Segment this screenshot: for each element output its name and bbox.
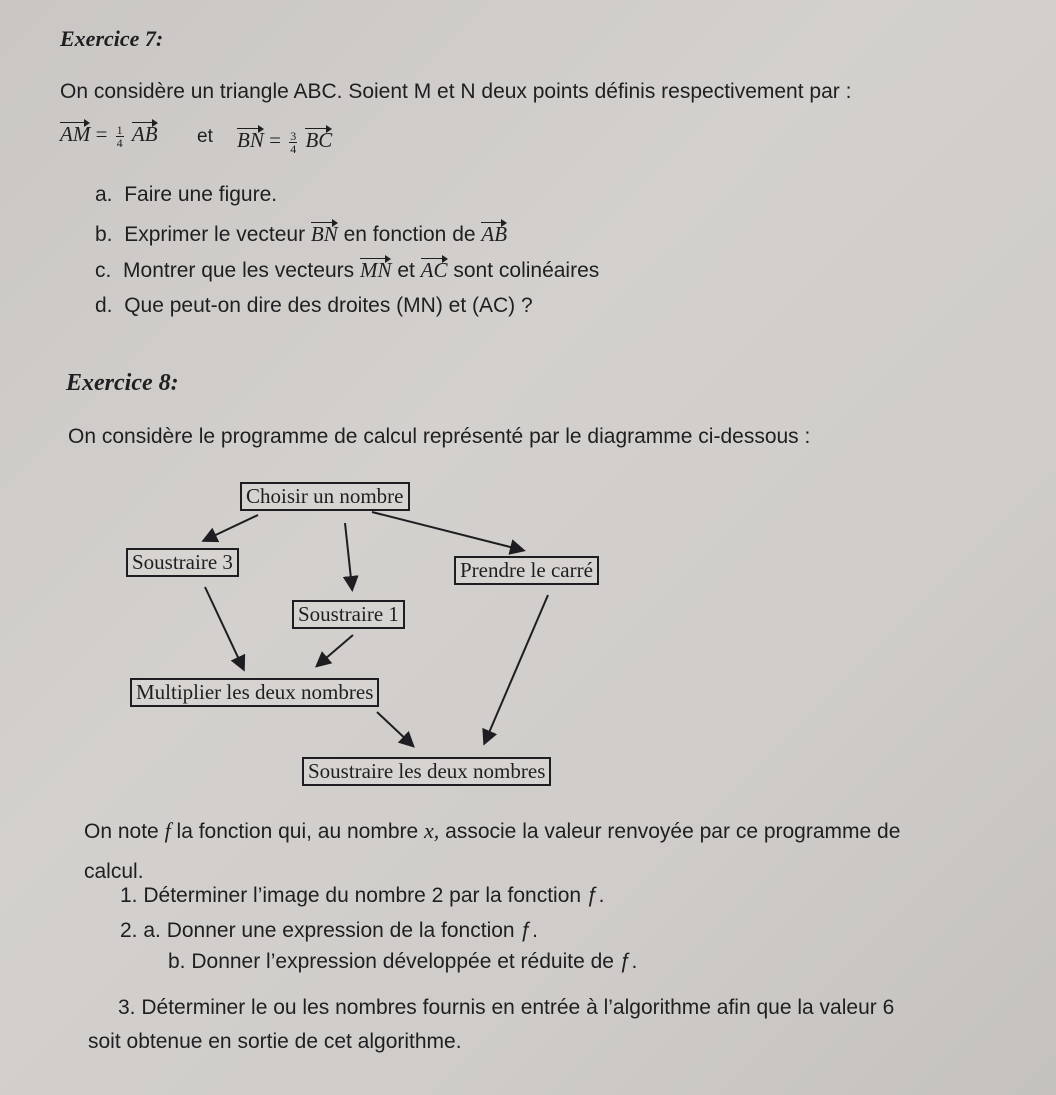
function-definition: On note f la fonction qui, au nombre x, associe la valeur renvoyée par ce programme de (84, 818, 901, 843)
exercise-8-intro: On considère le programme de calcul représenté par le diagramme ci-dessous : (68, 425, 811, 448)
box-choose-number: Choisir un nombre (240, 482, 410, 511)
vector-equation-2: BN = $\frac{3}{4}$ BC (237, 128, 333, 156)
and-word: et (197, 126, 213, 147)
arrow-sub3-to-multiply (205, 587, 243, 668)
vector-mn-inline: MN (359, 258, 392, 282)
question-7c: c. Montrer que les vecteurs MN et AC sont colinéaires (95, 258, 600, 282)
question-8-3: 3. Déterminer le ou les nombres fournis en entrée à l’algorithme afin que la valeur 6 (118, 996, 895, 1019)
box-square: Prendre le carré (454, 556, 599, 585)
vector-bn-inline: BN (310, 222, 338, 246)
box-subtract-1: Soustraire 1 (292, 600, 405, 629)
vector-ab-inline: AB (481, 222, 508, 246)
question-8-3-end: soit obtenue en sortie de cet algorithme. (88, 1030, 462, 1053)
arrow-choose-to-sub1 (345, 523, 352, 588)
vector-am: AM (60, 122, 91, 146)
arrow-sub1-to-multiply (318, 635, 353, 665)
vector-equation-1: AM = $\frac{1}{4}$ AB (60, 122, 158, 150)
arrow-choose-to-square (372, 512, 522, 550)
vector-ab: AB (131, 122, 158, 146)
arrow-choose-to-sub3 (205, 515, 258, 540)
arrow-square-to-result (485, 595, 548, 742)
question-8-1: 1. Déterminer l’image du nombre 2 par la fonction ƒ. (120, 884, 605, 907)
fraction-3-4: $\frac{3}{4}$ (290, 128, 297, 156)
box-subtract-3: Soustraire 3 (126, 548, 239, 577)
fraction-1-4: $\frac{1}{4}$ (116, 122, 123, 150)
function-definition-end: calcul. (84, 860, 144, 883)
question-7a: a. Faire une figure. (95, 183, 278, 206)
question-8-2a: 2. a. Donner une expression de la fonction ƒ. (120, 919, 538, 942)
exercise-7-intro: On considère un triangle ABC. Soient M et N deux points définis respectivement par : (60, 80, 852, 103)
vector-bc: BC (305, 128, 333, 152)
box-subtract-both: Soustraire les deux nombres (302, 757, 551, 786)
exercise-8-title: Exercice 8: (66, 370, 179, 396)
vector-bn: BN (237, 128, 264, 152)
question-7d: d. Que peut-on dire des droites (MN) et (AC) ? (95, 294, 533, 317)
question-8-2b: b. Donner l’expression développée et réduite de ƒ. (168, 950, 638, 973)
vector-ac-inline: AC (420, 258, 448, 282)
question-7b: b. Exprimer le vecteur BN en fonction de AB (95, 222, 508, 246)
box-multiply: Multiplier les deux nombres (130, 678, 379, 707)
exercise-7-title: Exercice 7: (60, 26, 164, 51)
arrow-multiply-to-result (377, 712, 412, 745)
